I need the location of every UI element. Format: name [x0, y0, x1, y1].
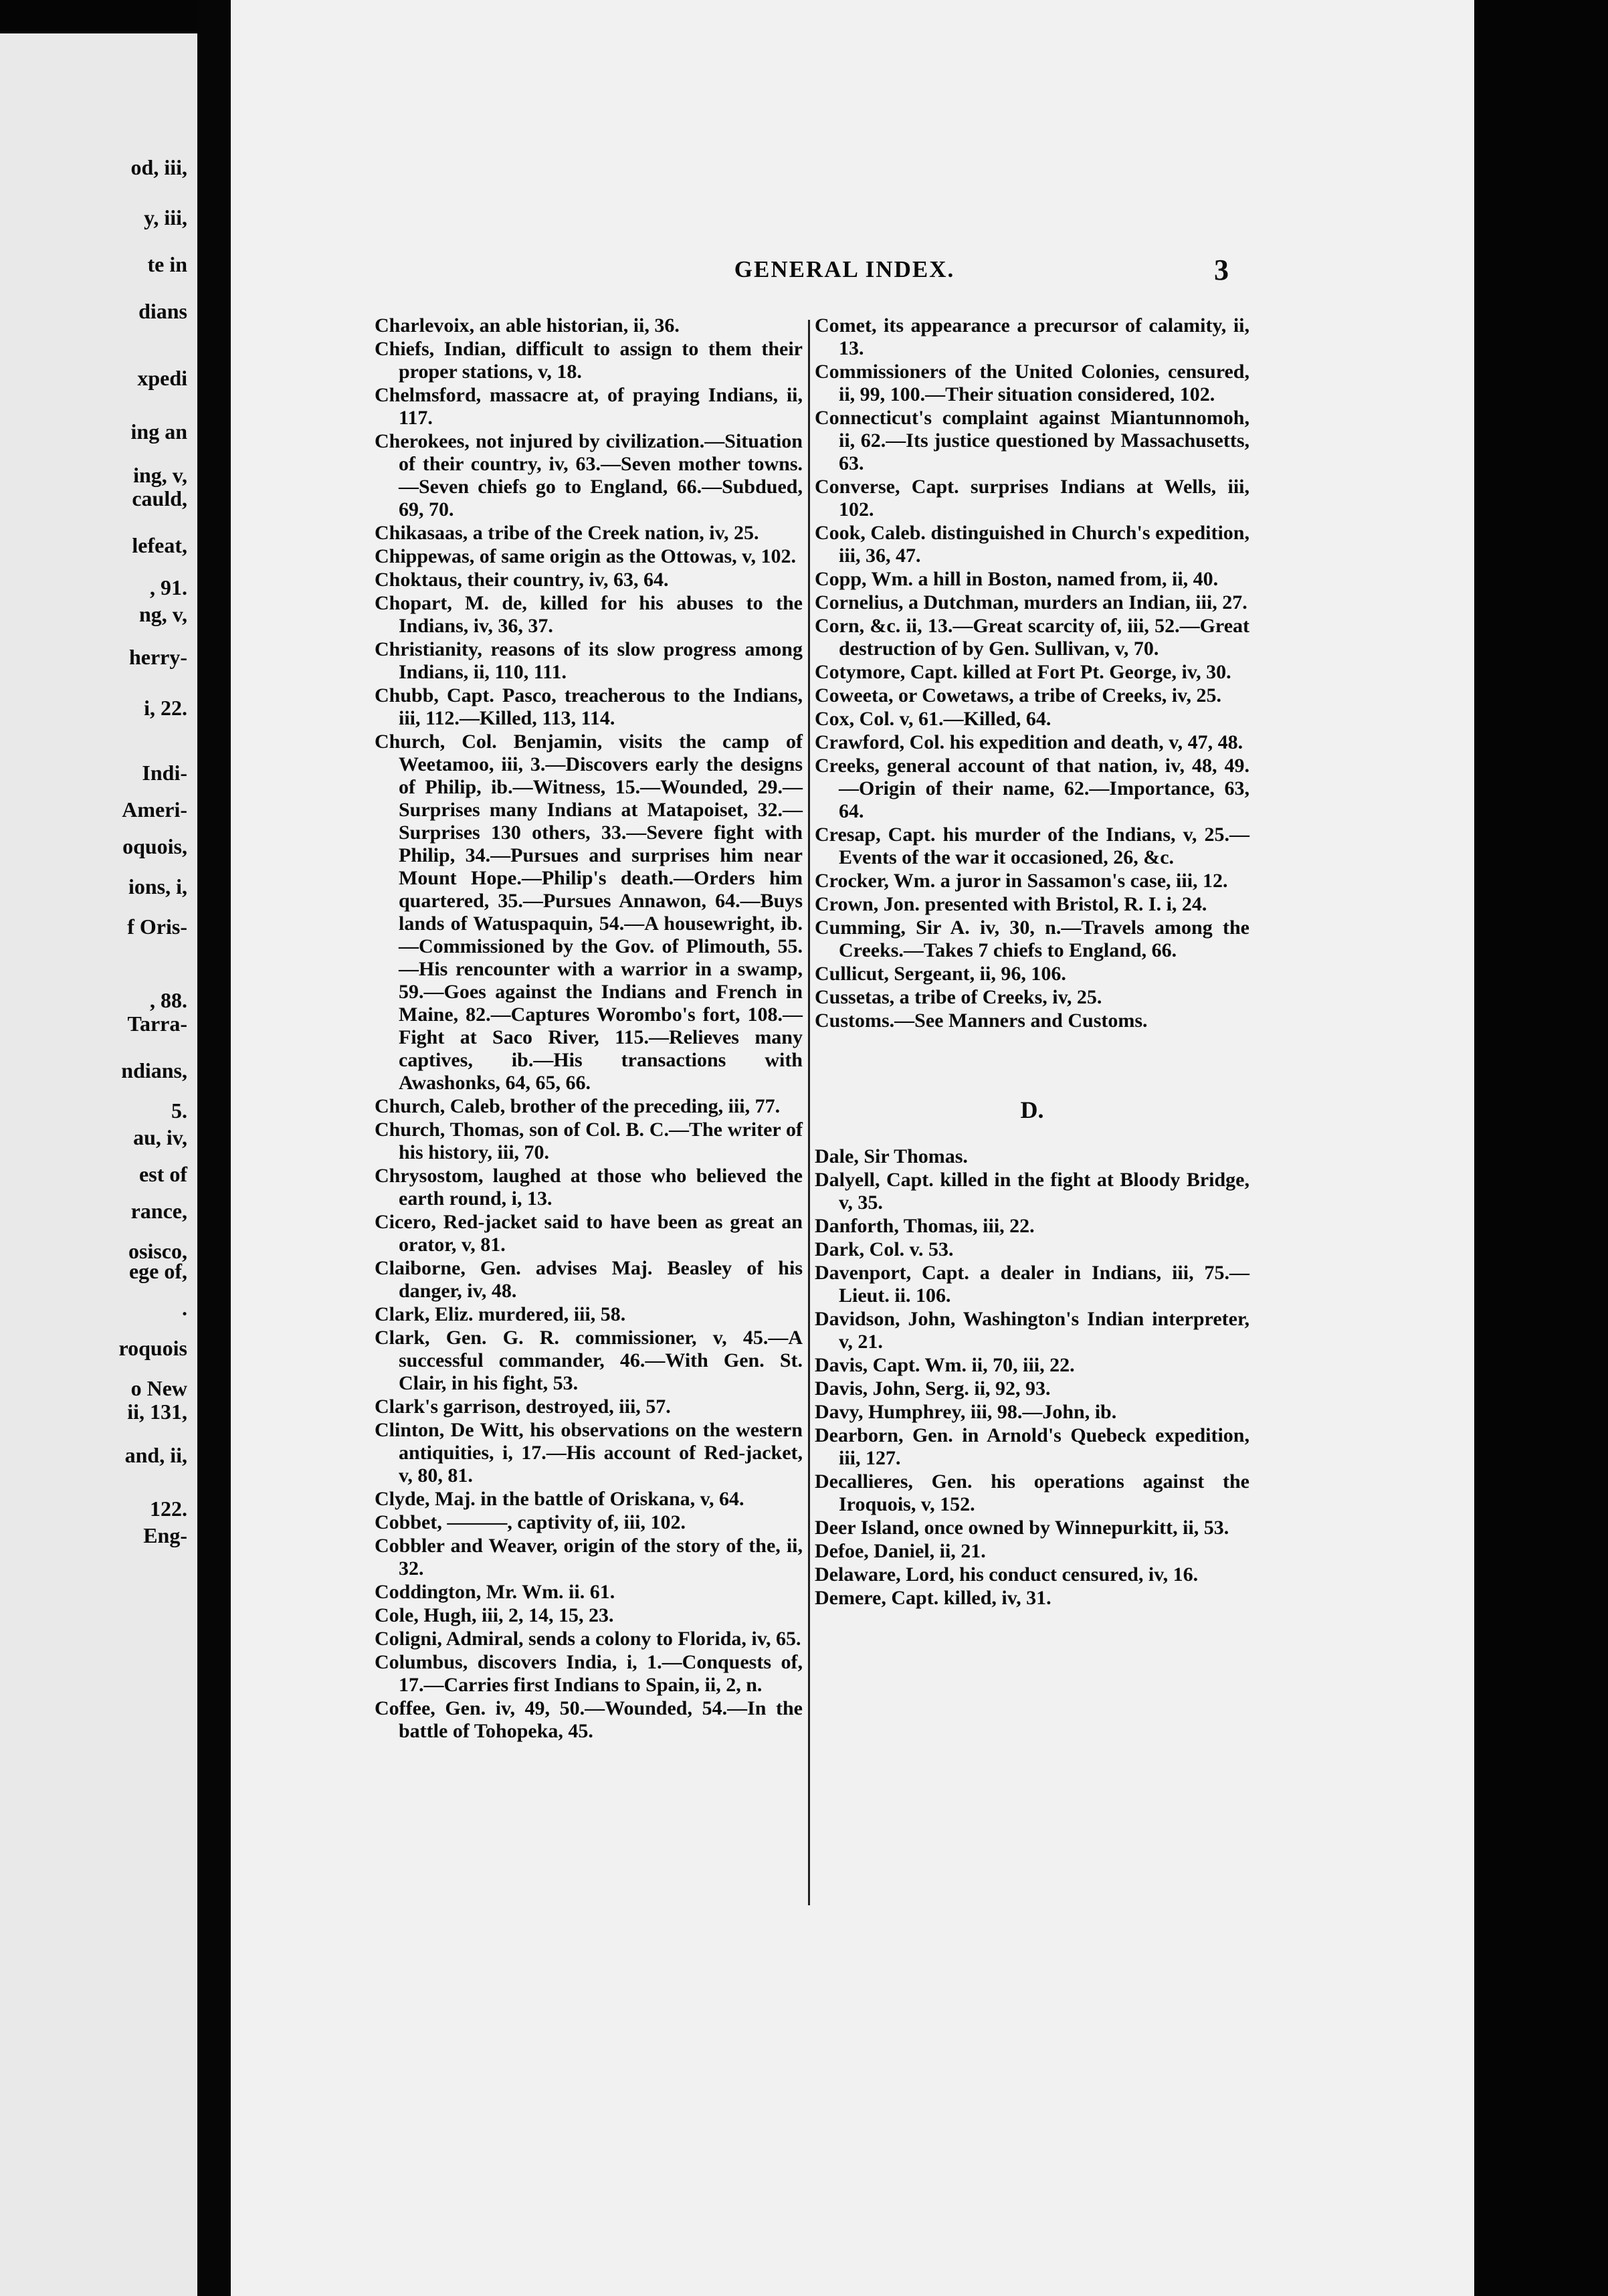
index-entry: Deer Island, once owned by Winnepurkitt, ii, 53.	[815, 1517, 1229, 1539]
index-entry: Demere, Capt. killed, iv, 31.	[815, 1587, 1051, 1609]
column-divider	[808, 320, 810, 1905]
index-entry: Customs.—See Manners and Customs.	[815, 1010, 1148, 1032]
index-entry: Crown, Jon. presented with Bristol, R. I. i, 24.	[815, 893, 1207, 915]
facing-page-text-fragment: ng, v,	[138, 602, 187, 626]
index-entry: Dark, Col. v. 53.	[815, 1238, 954, 1260]
index-entry: Church, Col. Benjamin, visits the camp of Weetamoo, iii, 3.—Discovers early the designs of Philip, ib.—Witness, 15.—Wounded, 29.—Surprises many Indians at Matapoiset, 32.—Surprises 130 others, 33.—Severe fight with Philip, 34.—Pursues and surprises him near Mount Hope.—Philip's death.—Orders him quartered, 35.—Pursues Annawon, 64.—Buys lands of Watuspaquin, 54.—A housewright, ib.—Commissioned by the Gov. of Plimouth, 55.—His rencounter with a warrior in a swamp, 59.—Goes against the Indians and French in Maine, 82.—Captures Worombo's fort, 108.—Fight at Saco River, 115.—Relieves many captives, ib.—His transactions with Awashonks, 64, 65, 66.	[375, 731, 803, 1094]
facing-page-text-fragment: Ameri-	[122, 797, 187, 822]
index-entry: Claiborne, Gen. advises Maj. Beasley of his danger, iv, 48.	[375, 1257, 803, 1302]
index-entry: Commissioners of the United Colonies, censured, ii, 99, 100.—Their situation considered, 102.	[815, 361, 1249, 405]
facing-page-text-fragment: ing an	[130, 419, 187, 444]
facing-page-text-fragment: 5.	[171, 1098, 187, 1123]
index-column-right	[815, 314, 1249, 1610]
index-entry: Chopart, M. de, killed for his abuses to the Indians, iv, 36, 37.	[375, 592, 803, 637]
index-entry: Coddington, Mr. Wm. ii. 61.	[375, 1581, 615, 1603]
facing-page-fragment	[0, 33, 197, 2296]
facing-page-text-fragment: od, iii,	[130, 155, 187, 179]
index-entry: Cherokees, not injured by civilization.—Situation of their country, iv, 63.—Seven mother towns.—Seven chiefs go to England, 66.—Subdued, 69, 70.	[375, 430, 803, 520]
facing-page-text-fragment: rance,	[130, 1199, 187, 1223]
facing-page-text-fragment: ii, 131,	[127, 1400, 187, 1424]
index-entry: Dalyell, Capt. killed in the fight at Bloody Bridge, v, 35.	[815, 1169, 1249, 1214]
section-heading-d: D.	[1020, 1096, 1044, 1123]
facing-page-text-fragment: roquois	[118, 1336, 187, 1360]
index-entry: Church, Caleb, brother of the preceding, iii, 77.	[375, 1095, 781, 1117]
facing-page-text-fragment: cauld,	[132, 486, 187, 510]
index-entry: Comet, its appearance a precursor of calamity, ii, 13.	[815, 314, 1249, 359]
facing-page-text-fragment: herry-	[128, 645, 187, 669]
index-entry: Corn, &c. ii, 13.—Great scarcity of, iii, 52.—Great destruction of by Gen. Sullivan, v, 70.	[815, 615, 1249, 660]
index-entry: Church, Thomas, son of Col. B. C.—The writer of his history, iii, 70.	[375, 1119, 803, 1163]
facing-page-text-fragment: oquois,	[122, 834, 187, 858]
index-entry: Coweeta, or Cowetaws, a tribe of Creeks, iv, 25.	[815, 684, 1221, 706]
index-entry: Cobbler and Weaver, origin of the story of the, ii, 32.	[375, 1535, 803, 1580]
index-entry: Clark, Gen. G. R. commissioner, v, 45.—A successful commander, 46.—With Gen. St. Clair, in his fight, 53.	[375, 1327, 803, 1394]
index-entry: Cumming, Sir A. iv, 30, n.—Travels among the Creeks.—Takes 7 chiefs to England, 66.	[815, 917, 1249, 961]
index-entry: Choktaus, their country, iv, 63, 64.	[375, 569, 669, 591]
index-entry: Charlevoix, an able historian, ii, 36.	[375, 314, 680, 337]
index-entry: Cox, Col. v, 61.—Killed, 64.	[815, 708, 1051, 730]
index-entry: Cicero, Red-jacket said to have been as great an orator, v, 81.	[375, 1211, 803, 1256]
facing-page-text-fragment: au, iv,	[133, 1125, 187, 1149]
book-gutter	[197, 0, 231, 2296]
facing-page-text-fragment: Tarra-	[127, 1012, 187, 1036]
facing-page-text-fragment: ege of,	[128, 1259, 187, 1283]
index-entry: Chiefs, Indian, difficult to assign to them their proper stations, v, 18.	[375, 338, 803, 383]
index-entry: Chubb, Capt. Pasco, treacherous to the Indians, iii, 112.—Killed, 113, 114.	[375, 684, 803, 729]
index-entry: Connecticut's complaint against Miantunnomoh, ii, 62.—Its justice questioned by Massachusetts, 63.	[815, 407, 1249, 474]
index-entry: Clark's garrison, destroyed, iii, 57.	[375, 1396, 671, 1418]
facing-page-text-fragment: , 91.	[150, 575, 187, 599]
facing-page-text-fragment: ing, v,	[133, 463, 187, 487]
facing-page-text-fragment: osisco,	[128, 1239, 187, 1263]
index-entry: Dale, Sir Thomas.	[815, 1145, 968, 1167]
index-entry: Cresap, Capt. his murder of the Indians, v, 25.—Events of the war it occasioned, 26, &c.	[815, 824, 1249, 868]
running-head: GENERAL INDEX.	[734, 256, 955, 282]
index-entry: Chippewas, of same origin as the Ottowas, v, 102.	[375, 545, 797, 567]
facing-page-text-fragment: ndians,	[121, 1058, 187, 1082]
index-entry: Columbus, discovers India, i, 1.—Conquests of, 17.—Carries first Indians to Spain, ii, 2, n.	[375, 1651, 803, 1696]
index-entry: Davis, John, Serg. ii, 92, 93.	[815, 1377, 1051, 1400]
facing-page-text-fragment: and, ii,	[124, 1443, 187, 1467]
facing-page-text-fragment: y, iii,	[144, 205, 187, 229]
index-entry: Clark, Eliz. murdered, iii, 58.	[375, 1303, 626, 1325]
index-entry: Cobbet, ———, captivity of, iii, 102.	[375, 1511, 686, 1533]
index-entry: Dearborn, Gen. in Arnold's Quebeck expedition, iii, 127.	[815, 1424, 1249, 1469]
facing-page-text-fragment: xpedi	[137, 366, 187, 390]
index-entry: Cullicut, Sergeant, ii, 96, 106.	[815, 963, 1066, 985]
facing-page-text-fragment: lefeat,	[132, 533, 187, 557]
index-entry: Defoe, Daniel, ii, 21.	[815, 1540, 986, 1562]
facing-page-text-fragment: .	[182, 1296, 187, 1320]
index-entry: Cussetas, a tribe of Creeks, iv, 25.	[815, 986, 1102, 1008]
facing-page-text-fragment: est of	[139, 1162, 187, 1186]
facing-page-text-fragment: dians	[138, 299, 187, 323]
index-entry: Creeks, general account of that nation, iv, 48, 49.—Origin of their name, 62.—Importance, 63, 64.	[815, 755, 1249, 822]
facing-page-text-fragment: o New	[130, 1376, 187, 1400]
index-entry: Cotymore, Capt. killed at Fort Pt. George, iv, 30.	[815, 661, 1231, 683]
facing-page-text-fragment: ions, i,	[128, 874, 187, 898]
index-entry: Copp, Wm. a hill in Boston, named from, ii, 40.	[815, 568, 1219, 590]
index-entry: Chelmsford, massacre at, of praying Indians, ii, 117.	[375, 384, 803, 429]
facing-page-text-fragment: Indi-	[142, 761, 187, 785]
index-entry: Coligni, Admiral, sends a colony to Florida, iv, 65.	[375, 1628, 801, 1650]
index-entry: Crocker, Wm. a juror in Sassamon's case, iii, 12.	[815, 870, 1228, 892]
facing-page-text-fragment: f Oris-	[127, 915, 187, 939]
facing-page-text-fragment: i, 22.	[144, 696, 187, 720]
facing-page-text-fragment: , 88.	[150, 988, 187, 1012]
page-number: 3	[1214, 254, 1229, 286]
index-entry: Decallieres, Gen. his operations against the Iroquois, v, 152.	[815, 1470, 1249, 1515]
index-entry: Cook, Caleb. distinguished in Church's expedition, iii, 36, 47.	[815, 522, 1249, 567]
index-entry: Converse, Capt. surprises Indians at Wells, iii, 102.	[815, 476, 1249, 520]
index-entry: Clyde, Maj. in the battle of Oriskana, v, 64.	[375, 1488, 744, 1510]
index-entry: Davis, Capt. Wm. ii, 70, iii, 22.	[815, 1354, 1075, 1376]
index-entry: Delaware, Lord, his conduct censured, iv, 16.	[815, 1563, 1199, 1586]
index-column-left	[375, 314, 803, 1743]
index-entry: Davy, Humphrey, iii, 98.—John, ib.	[815, 1401, 1117, 1423]
index-entry: Cole, Hugh, iii, 2, 14, 15, 23.	[375, 1604, 614, 1626]
index-entry: Crawford, Col. his expedition and death, v, 47, 48.	[815, 731, 1243, 753]
index-entry: Davenport, Capt. a dealer in Indians, iii, 75.—Lieut. ii. 106.	[815, 1262, 1249, 1307]
index-entry: Davidson, John, Washington's Indian interpreter, v, 21.	[815, 1308, 1249, 1353]
index-entry: Chrysostom, laughed at those who believed the earth round, i, 13.	[375, 1165, 803, 1210]
index-entry: Chikasaas, a tribe of the Creek nation, iv, 25.	[375, 522, 759, 544]
facing-page-text-fragment: 122.	[150, 1497, 187, 1521]
index-entry: Danforth, Thomas, iii, 22.	[815, 1215, 1035, 1237]
facing-page-text-fragment: Eng-	[143, 1523, 187, 1547]
index-entry: Cornelius, a Dutchman, murders an Indian, iii, 27.	[815, 591, 1247, 613]
index-entry: Christianity, reasons of its slow progress among Indians, ii, 110, 111.	[375, 638, 803, 683]
index-entry: Coffee, Gen. iv, 49, 50.—Wounded, 54.—In the battle of Tohopeka, 45.	[375, 1697, 803, 1742]
index-entry: Clinton, De Witt, his observations on the western antiquities, i, 17.—His account of Red-jacket, v, 80, 81.	[375, 1419, 803, 1487]
facing-page-text-fragment: te in	[147, 252, 187, 276]
